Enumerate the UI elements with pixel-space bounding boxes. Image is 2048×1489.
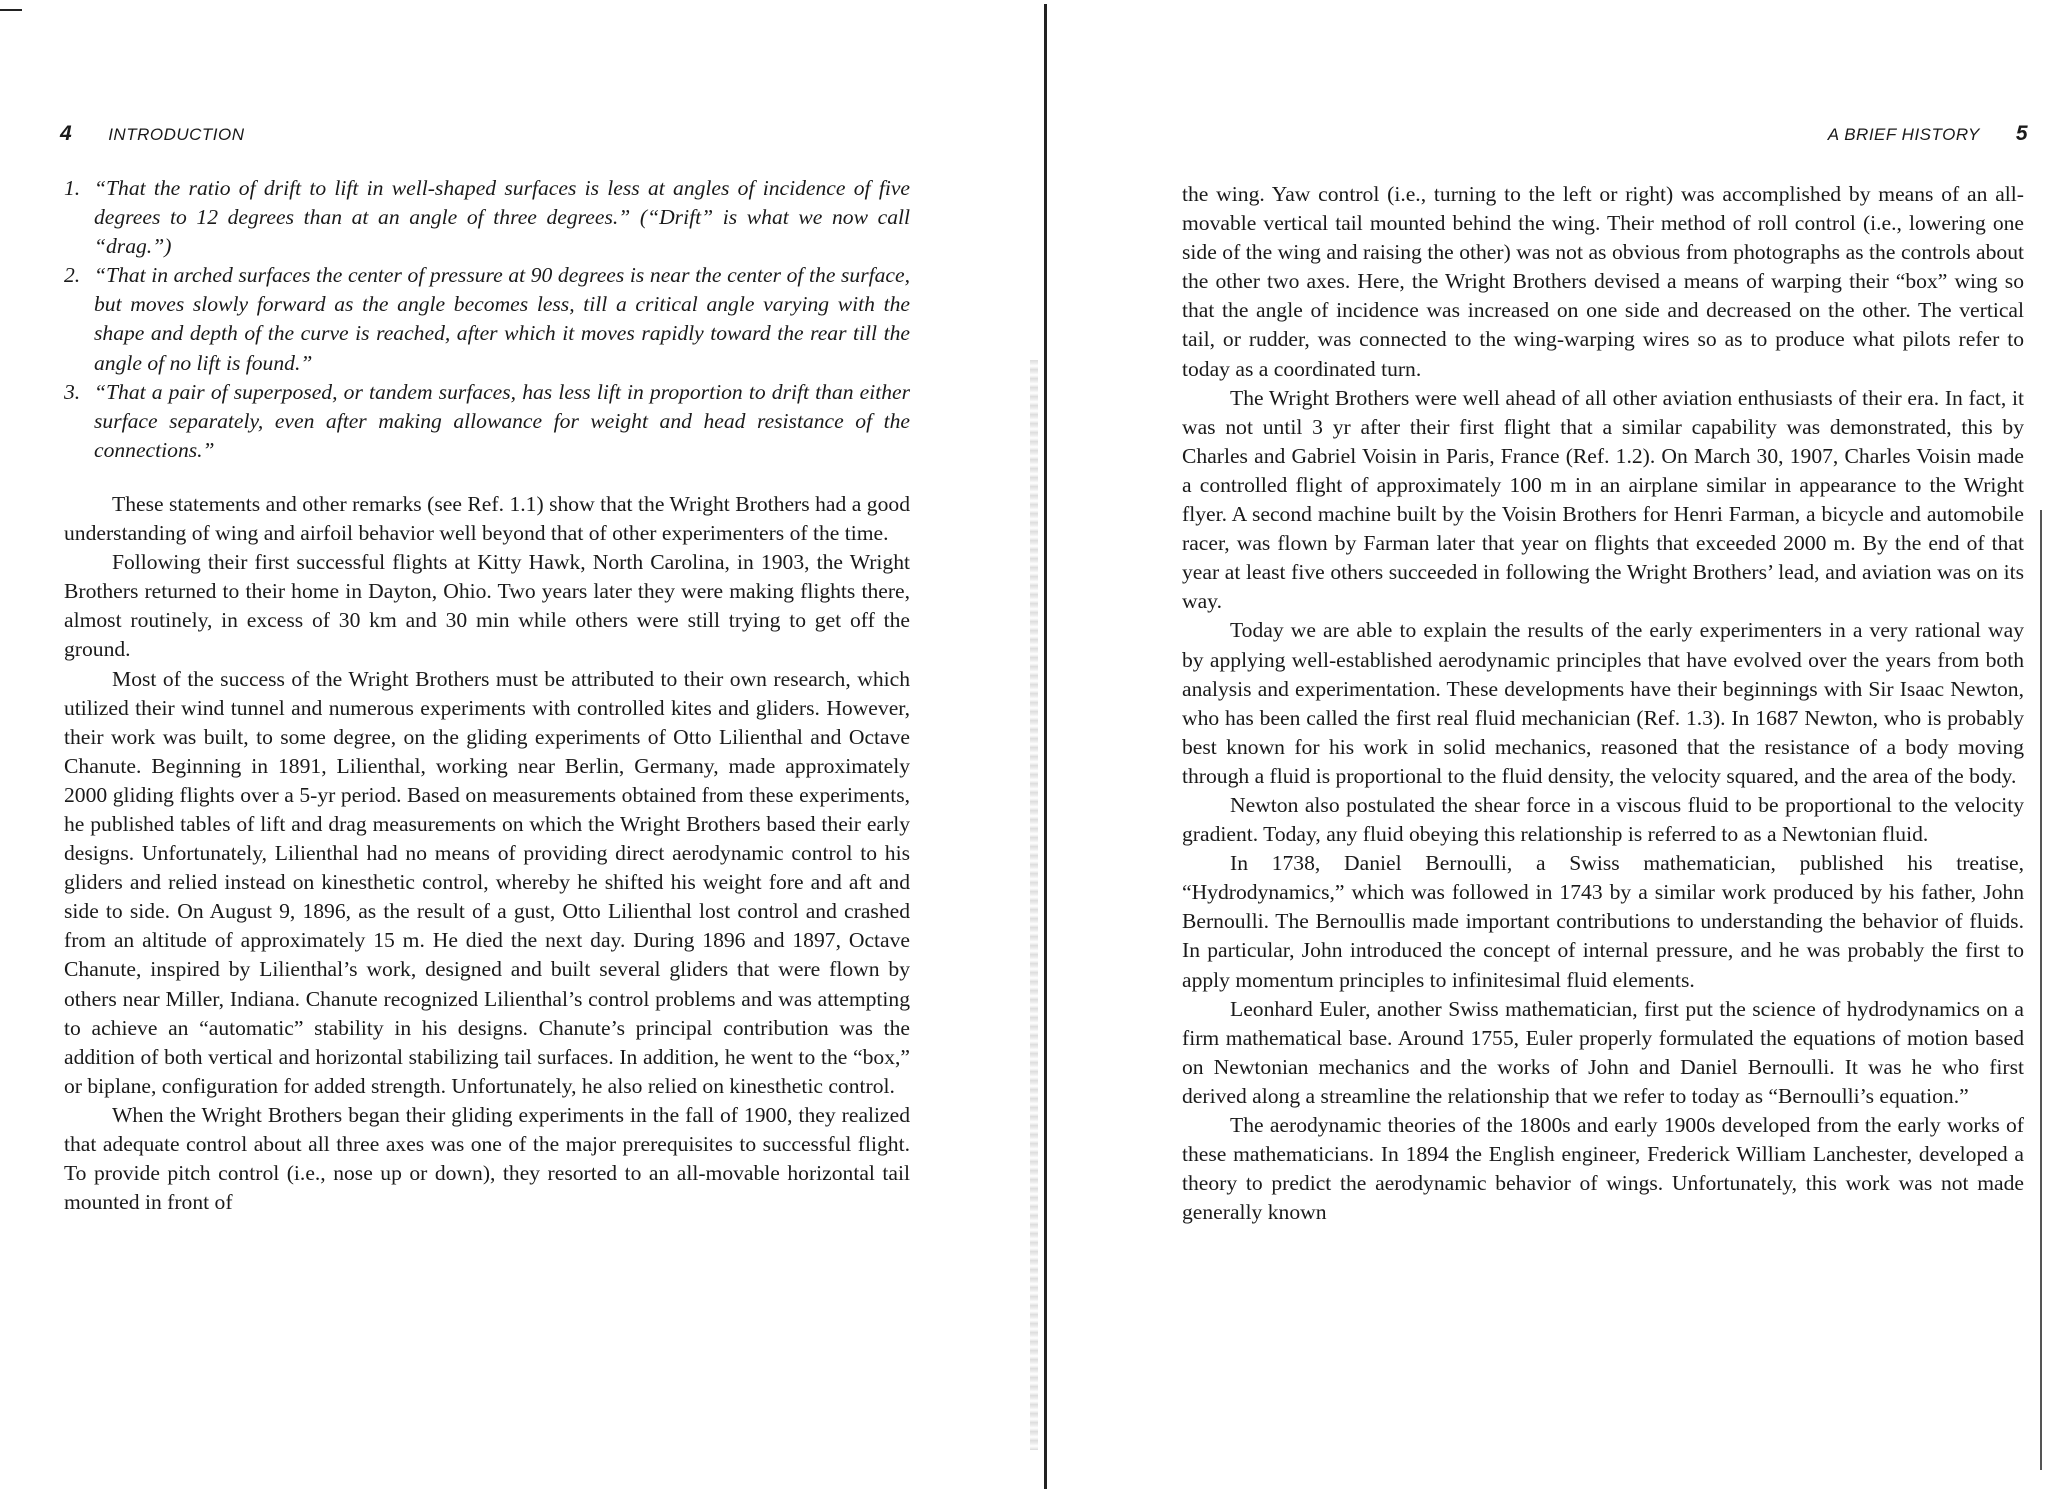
binding-shadow xyxy=(1030,360,1038,1450)
right-text-column xyxy=(1182,180,2024,1227)
body-paragraph: Following their first successful flights at Kitty Hawk, North Carolina, in 1903, the Wright Brothers returned to their home in Dayton, Ohio. Two years later they were making flights there, almost routinely, in excess of 30 km and 30 min while others were still trying to get off the ground. xyxy=(64,550,910,662)
right-page-number: 5 xyxy=(2015,122,2028,145)
quote-number: 1. xyxy=(64,176,81,200)
quote-list xyxy=(64,174,910,465)
body-paragraph: In 1738, Daniel Bernoulli, a Swiss mathematician, published his treatise, “Hydrodynamics,” which was followed in 1743 by a similar work produced by his father, John Bernoulli. The Bernoullis made important contributions to understanding the behavior of fluids. In particular, John introduced the concept of internal pressure, and he was probably the first to apply momentum principles to infinitesimal fluid elements. xyxy=(1182,851,2024,992)
body-paragraph: the wing. Yaw control (i.e., turning to the left or right) was accomplished by means of an all-movable vertical tail mounted behind the wing. Their method of roll control (i.e., lowering one side of the wing and raising the other) was not as obvious from photographs as the controls about the other two axes. Here, the Wright Brothers devised a means of warping their “box” wing so that the angle of incidence was increased on one side and decreased on the other. The vertical tail, or rudder, was connected to the wing-warping wires so as to produce what pilots refer to today as a coordinated turn. xyxy=(1182,182,2024,381)
quote-item xyxy=(64,174,910,261)
body-paragraph: These statements and other remarks (see Ref. 1.1) show that the Wright Brothers had a good understanding of wing and airfoil behavior well beyond that of other experimenters of the time. xyxy=(64,491,910,546)
body-paragraph: The aerodynamic theories of the 1800s and early 1900s developed from the early works of these mathematicians. In 1894 the English engineer, Frederick William Lanchester, developed a theory to predict the aerodynamic behavior of wings. Unfortunately, this work was not made generally known xyxy=(1182,1113,2024,1225)
quote-item xyxy=(64,378,910,465)
body-paragraph: Leonhard Euler, another Swiss mathematician, first put the science of hydrodynamics on a firm mathematical base. Around 1755, Euler properly formulated the equations of motion based on Newtonian mechanics and the works of John and Daniel Bernoulli. It was he who first derived along a streamline the relationship that we refer to today as “Bernoulli’s equation.” xyxy=(1182,996,2024,1108)
left-running-head-title: INTRODUCTION xyxy=(108,125,245,144)
body-paragraph: When the Wright Brothers began their gliding experiments in the fall of 1900, they realized that adequate control about all three axes was one of the major prerequisites to successful flight. To provide pitch control (i.e., nose up or down), they resorted to an all-movable horizontal tail mounted in front of xyxy=(64,1102,910,1215)
quote-text: “That a pair of superposed, or tandem surfaces, has less lift in proportion to drift than either surface separately, even after making allowance for weight and head resistance of the connections.” xyxy=(94,379,910,462)
right-running-head xyxy=(1828,122,2028,146)
page-edge-line xyxy=(2040,510,2042,1470)
body-paragraph: The Wright Brothers were well ahead of all other aviation enthusiasts of their era. In fact, it was not until 3 yr after their first flight that a similar capability was demonstrated, this by Charles and Gabriel Voisin in Paris, France (Ref. 1.2). On March 30, 1907, Charles Voisin made a controlled flight of approximately 100 m in an airplane similar in appearance to the Wright flyer. A second machine built by the Voisin Brothers for Henri Farman, a bicycle and automobile racer, was flown by Farman later that year on flights that exceeded 2000 m. By the end of that year at least five others succeeded in following the Wright Brothers’ lead, and aviation was on its way. xyxy=(1182,385,2024,614)
left-text-column xyxy=(64,174,910,1217)
body-paragraph: Newton also postulated the shear force in a viscous fluid to be proportional to the velocity gradient. Today, any fluid obeying this relationship is referred to as a Newtonian fluid. xyxy=(1182,792,2024,847)
quote-number: 2. xyxy=(64,263,81,288)
body-paragraph: Most of the success of the Wright Brothers must be attributed to their own research, which utilized their wind tunnel and numerous experiments with controlled kites and gliders. However, their work was built, to some degree, on the gliding experiments of Otto Lilienthal and Octave Chanute. Beginning in 1891, Lilienthal, working near Berlin, Germany, made approximately 2000 gliding flights over a 5-yr period. Based on measurements obtained from these experiments, he published tables of lift and drag measurements on which the Wright Brothers based their early designs. Unfortunately, Lilienthal had no means of providing direct aerodynamic control to his gliders and relied instead on kinesthetic control, whereby he shifted his weight fore and aft and side to side. On August 9, 1896, as the result of a gust, Otto Lilienthal lost control and crashed from an altitude of approximately 15 m. He died the next day. During 1896 and 1897, Octave Chanute, inspired by Lilienthal’s work, designed and built several gliders that were flown by others near Miller, Indiana. Chanute recognized Lilienthal’s control problems and was attempting to achieve an “automatic” stability in his designs. Chanute’s principal contribution was the addition of both vertical and horizontal stabilizing tail surfaces. In addition, he went to the “box,” or biplane, configuration for added strength. Unfortunately, he also relied on kinesthetic control. xyxy=(64,666,910,1098)
body-paragraph: Today we are able to explain the results of the early experimenters in a very rational way by applying well-established aerodynamic principles that have evolved over the years from both analysis and experimentation. These developments have their beginnings with Sir Isaac Newton, who has been called the first real fluid mechanician (Ref. 1.3). In 1687 Newton, who is probably best known for his work in solid mechanics, reasoned that the resistance of a body moving through a fluid is proportional to the fluid density, the velocity squared, and the area of the body. xyxy=(1182,618,2024,788)
quote-number: 3. xyxy=(64,379,81,404)
quote-item xyxy=(64,261,910,377)
right-running-head-title: A BRIEF HISTORY xyxy=(1827,125,1980,144)
quote-text: “That the ratio of drift to lift in well-shaped surfaces is less at angles of incidence of five degrees to 12 degrees than at an angle of three degrees.” (“Drift” is what we now call “drag.”) xyxy=(94,176,910,259)
left-page-number: 4 xyxy=(60,122,73,145)
left-running-head xyxy=(60,122,245,146)
quote-text: “That in arched surfaces the center of pressure at 90 degrees is near the center of the surface, but moves slowly forward as the angle becomes less, till a critical angle varying with the shape and depth of the curve is reached, after which it moves rapidly toward the rear till the angle of no lift is found.” xyxy=(94,263,910,375)
